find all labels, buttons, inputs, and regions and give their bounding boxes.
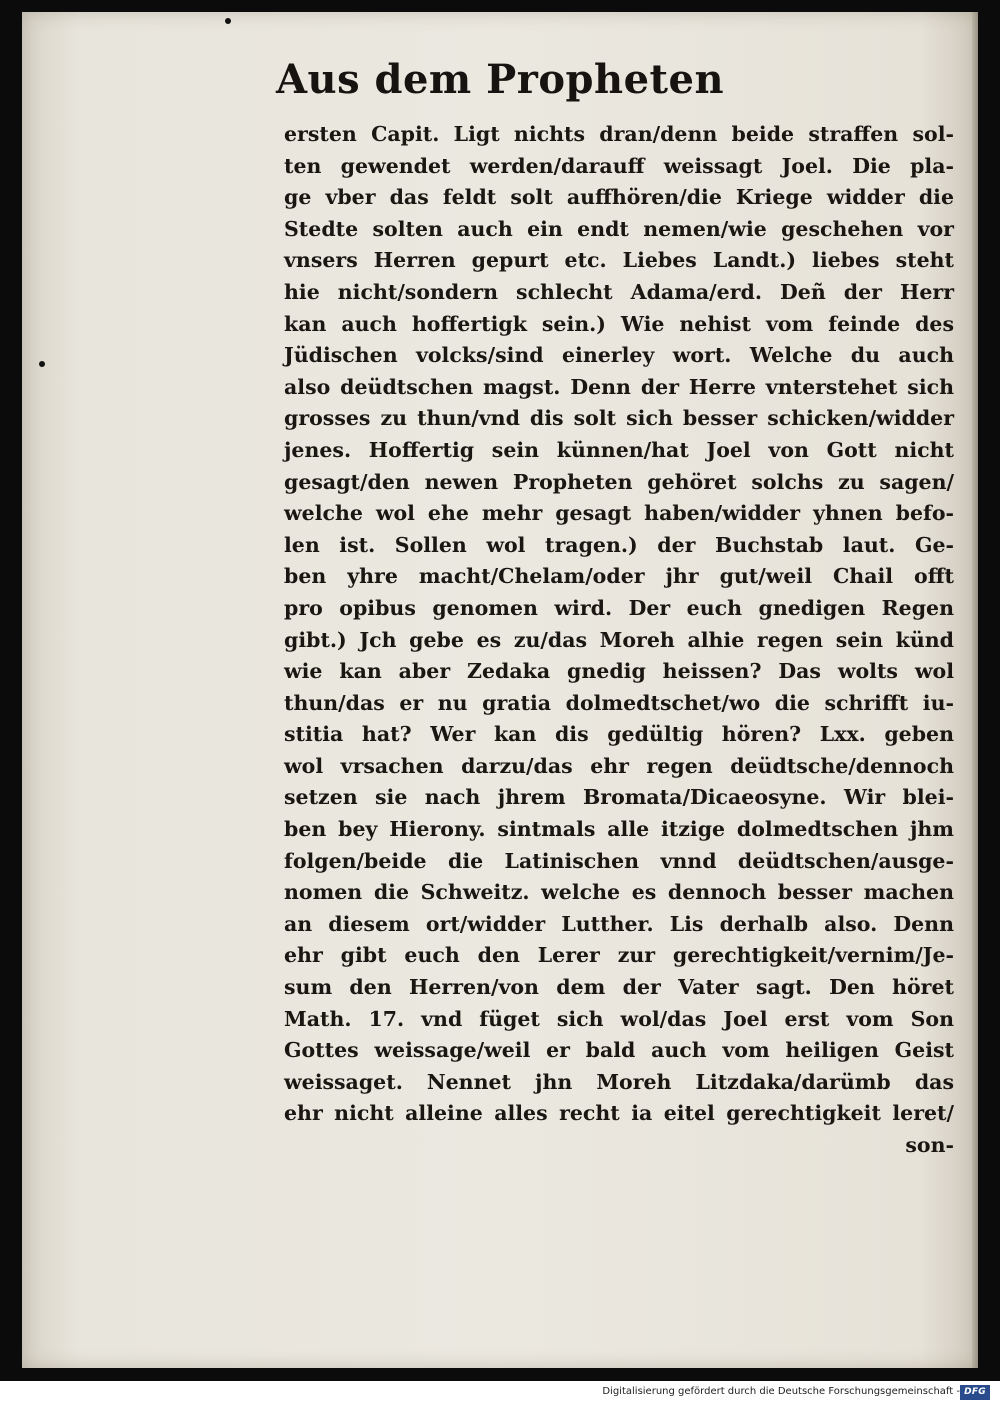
text-line: stitia hat? Wer kan dis gedültig hören? Lxx. geben xyxy=(284,722,954,747)
text-line: kan auch hoffertigk sein.) Wie nehist vom feinde des xyxy=(284,311,954,336)
text-line: hie nicht/sondern schlecht Adama/erd. Deñ der Herr xyxy=(284,279,954,304)
text-line: thun/das er nu gratia dolmedtschet/wo die schrifft iu- xyxy=(284,690,954,715)
text-line: Jüdischen volcks/sind einerley wort. Welche du auch xyxy=(284,343,954,368)
text-line: wie kan aber Zedaka gnedig heissen? Das wolts wol xyxy=(284,659,954,684)
text-line: ehr gibt euch den Lerer zur gerechtigkeit/vernim/Je- xyxy=(284,943,954,968)
text-line: grosses zu thun/vnd dis solt sich besser schicken/widder xyxy=(284,406,954,431)
body-text xyxy=(284,119,954,1162)
text-line: jenes. Hoffertig sein künnen/hat Joel von Gott nicht xyxy=(284,437,954,462)
text-line: gibt.) Jch gebe es zu/das Moreh alhie regen sein künd xyxy=(284,627,954,652)
text-line: gesagt/den newen Propheten gehöret solchs zu sagen/ xyxy=(284,469,954,494)
catchword: son- xyxy=(905,1133,954,1157)
text-line: an diesem ort/widder Lutther. Lis derhalb also. Denn xyxy=(284,911,954,936)
text-line: folgen/beide die Latinischen vnnd deüdtschen/ausge- xyxy=(284,848,954,873)
dfg-logo: DFG xyxy=(960,1385,990,1400)
page-edge-shadow xyxy=(972,12,978,1368)
text-line: sum den Herren/von dem der Vater sagt. Den höret xyxy=(284,975,954,1000)
text-line: ben bey Hierony. sintmals alle itzige dolmedtschen jhm xyxy=(284,817,954,842)
text-line: vnsers Herren gepurt etc. Liebes Landt.) liebes steht xyxy=(284,248,954,273)
ink-spot xyxy=(225,18,231,24)
text-line: Gottes weissage/weil er bald auch vom heiligen Geist xyxy=(284,1038,954,1063)
text-line: also deüdtschen magst. Denn der Herre vnterstehet sich xyxy=(284,374,954,399)
text-line: ben yhre macht/Chelam/oder jhr gut/weil Chail offt xyxy=(284,564,954,589)
text-line: nomen die Schweitz. welche es dennoch besser machen xyxy=(284,880,954,905)
text-line: pro opibus genomen wird. Der euch gnedigen Regen xyxy=(284,595,954,620)
text-line: ten gewendet werden/darauff weissagt Joel. Die pla- xyxy=(284,153,954,178)
text-line: Stedte solten auch ein endt nemen/wie geschehen vor xyxy=(284,216,954,241)
text-line: welche wol ehe mehr gesagt haben/widder yhnen befo- xyxy=(284,501,954,526)
funding-credit: Digitalisierung gefördert durch die Deutsche Forschungsgemeinschaft - xyxy=(602,1386,960,1397)
text-line: len ist. Sollen wol tragen.) der Buchstab laut. Ge- xyxy=(284,532,954,557)
ink-spot xyxy=(39,361,45,367)
text-line: wol vrsachen darzu/das ehr regen deüdtsche/dennoch xyxy=(284,753,954,778)
book-page xyxy=(22,12,978,1368)
text-line: weissaget. Nennet jhn Moreh Litzdaka/darümb das xyxy=(284,1069,954,1094)
text-line: ge vber das feldt solt auffhören/die Kriege widder die xyxy=(284,185,954,210)
text-line: ehr nicht alleine alles recht ia eitel gerechtigkeit leret/ xyxy=(284,1101,954,1126)
text-line: setzen sie nach jhrem Bromata/Dicaeosyne. Wir blei- xyxy=(284,785,954,810)
running-heading: Aus dem Propheten xyxy=(275,56,725,103)
text-line: Math. 17. vnd füget sich wol/das Joel erst vom Son xyxy=(284,1006,954,1031)
text-line: ersten Capit. Ligt nichts dran/denn beide straffen sol- xyxy=(284,122,954,146)
